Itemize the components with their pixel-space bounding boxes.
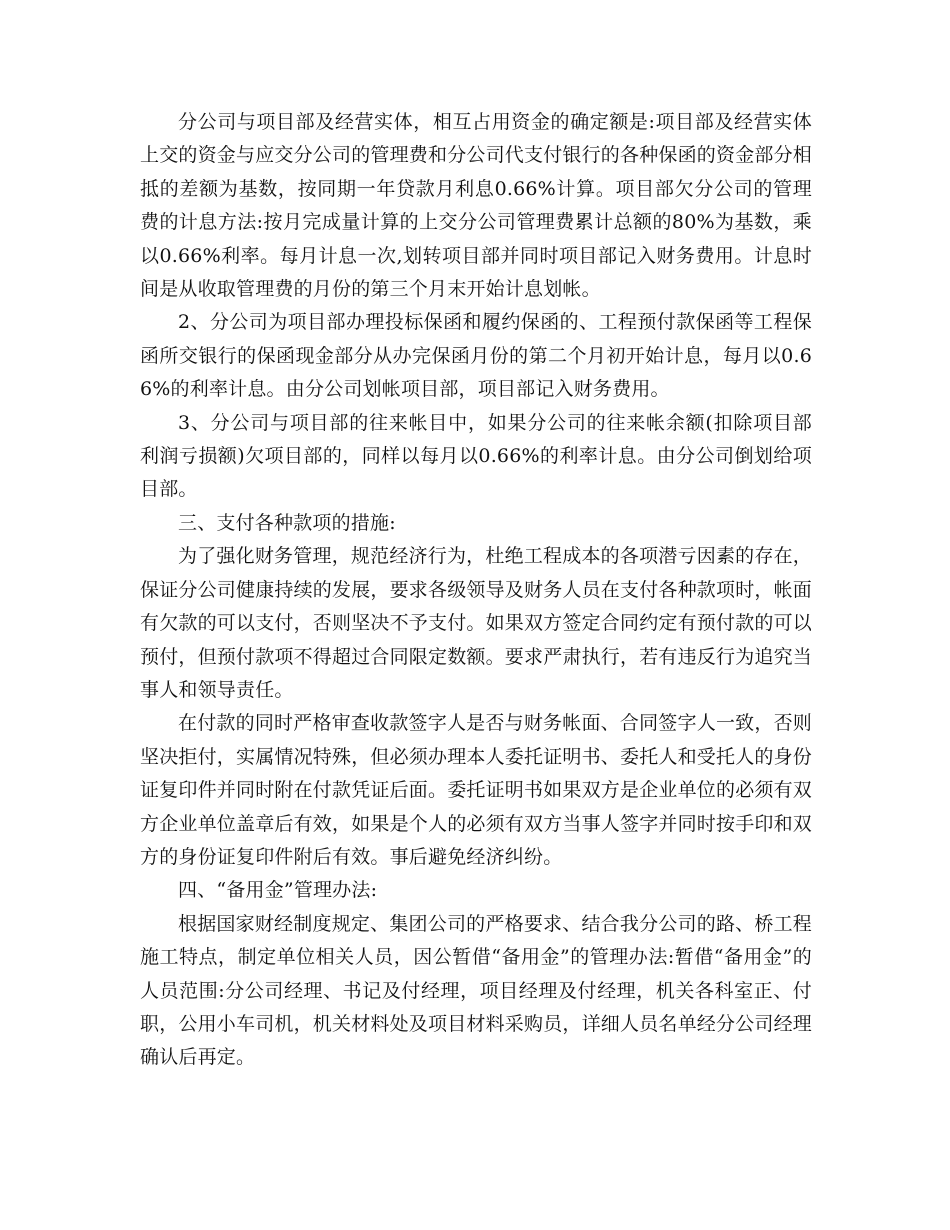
paragraph-guarantee-interest: 2、分公司为项目部办理投标保函和履约保函的、工程预付款保函等工程保函所交银行的保函现金部分从办完保函月份的第二个月初开始计息，每月以0.66%的利率计息。由分公司划帐项目部，项目部记入财务费用。 (140, 311, 812, 401)
paragraph-payment-rules: 为了强化财务管理，规范经济行为，杜绝工程成本的各项潜亏因素的存在，保证分公司健康持续的发展，要求各级领导及财务人员在支付各种款项时，帐面有欠款的可以支付，否则坚决不予支付。如果双方签定合同约定有预付款的可以预付，但预付款项不得超过合同限定数额。要求严肃执行，若有违反行为追究当事人和领导责任。 (140, 545, 813, 701)
paragraph-signature-verification: 在付款的同时严格审查收款签字人是否与财务帐面、合同签字人一致，否则坚决拒付，实属情况特殊，但必须办理本人委托证明书、委托人和受托人的身份证复印件并同时附在付款凭证后面。委托证明书如果双方是企业单位的必须有双方企业单位盖章后有效，如果是个人的必须有双方当事人签字并同时按手印和双方的身份证复印件附后有效。事后避免经济纠纷。 (140, 712, 813, 868)
document-body (140, 106, 812, 1075)
section-heading-payment-measures: 三、支付各种款项的措施: (178, 511, 396, 534)
paragraph-petty-cash-scope: 根据国家财经制度规定、集团公司的严格要求、结合我分公司的路、桥工程施工特点，制定单位相关人员，因公暂借“备用金”的管理办法:暂借“备用金”的人员范围:分公司经理、书记及付经理，项目经理及付经理，机关各科室正、付职，公用小车司机，机关材料处及项目材料采购员，详细人员名单经分公司经理确认后再定。 (140, 912, 813, 1069)
paragraph-interest-calculation: 分公司与项目部及经营实体，相互占用资金的确定额是:项目部及经营实体上交的资金与应交分公司的管理费和分公司代支付银行的各种保函的资金部分相抵的差额为基数，按同期一年贷款月利息0.66%计算。项目部欠分公司的管理费的计息方法:按月完成量计算的上交分公司管理费累计总额的80%为基数，乘以0.66%利率。每月计息一次,划转项目部并同时项目部记入财务费用。计息时间是从收取管理费的月份的第三个月末开始计息划帐。 (140, 111, 813, 301)
section-heading-petty-cash: 四、“备用金”管理办法: (178, 879, 378, 902)
paragraph-account-interest: 3、分公司与项目部的往来帐目中，如果分公司的往来帐余额(扣除项目部利润亏损额)欠项目部的，同样以每月以0.66%的利率计息。由分公司倒划给项目部。 (140, 411, 812, 501)
